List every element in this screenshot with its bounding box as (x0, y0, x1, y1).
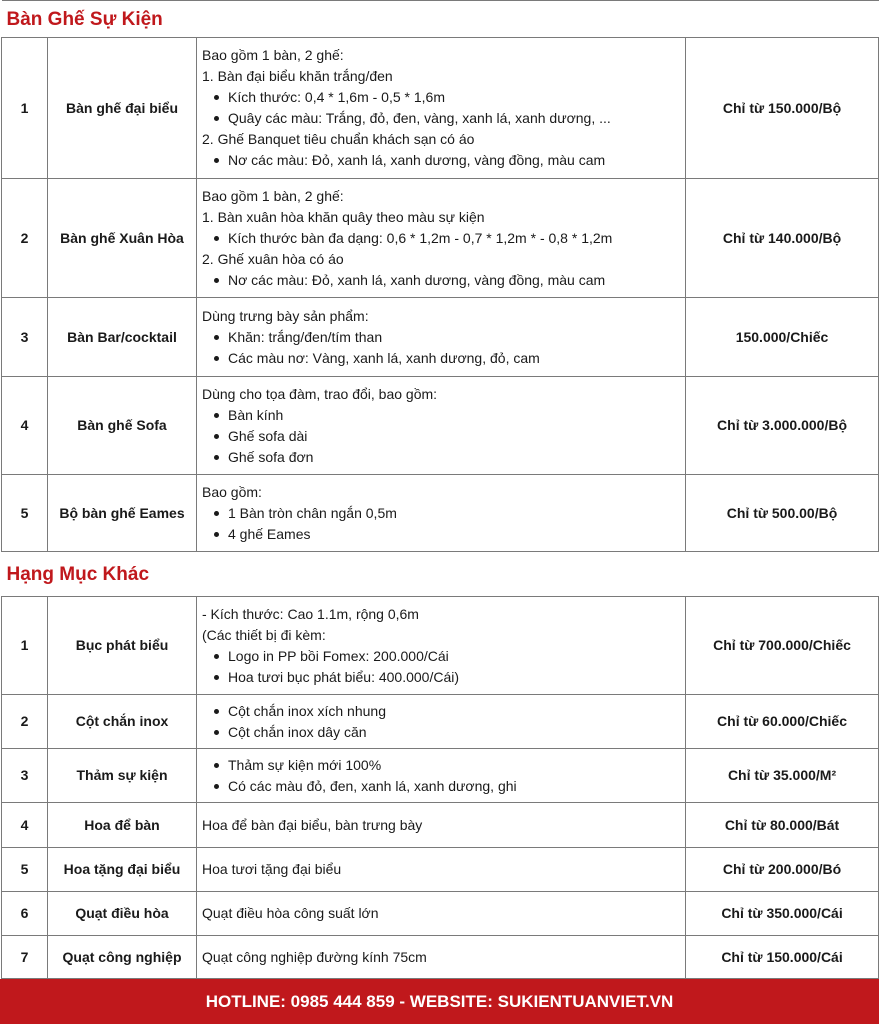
item-description (197, 597, 686, 695)
item-name: Hoa tặng đại biểu (48, 848, 197, 892)
item-price: Chỉ từ 150.000/Cái (686, 936, 879, 979)
bullet-item: Các màu nơ: Vàng, xanh lá, xanh dương, đỏ, cam (228, 348, 681, 369)
item-price: Chỉ từ 60.000/Chiếc (686, 695, 879, 749)
item-price: Chỉ từ 140.000/Bộ (686, 179, 879, 298)
table-row (2, 38, 879, 179)
table-row (2, 298, 879, 377)
desc-line: 2. Ghế xuân hòa có áo (202, 250, 344, 267)
desc-line: (Các thiết bị đi kèm: (202, 626, 326, 643)
section-title-hang-muc-khac: Hạng Mục Khác (2, 552, 879, 597)
row-number: 7 (2, 936, 48, 979)
row-number: 4 (2, 377, 48, 475)
desc-line: - Kích thước: Cao 1.1m, rộng 0,6m (202, 605, 419, 622)
bullet-item: 4 ghế Eames (228, 524, 681, 545)
bullet-item: Cột chắn inox xích nhung (228, 701, 681, 722)
bullet-item: Nơ các màu: Đỏ, xanh lá, xanh dương, vàng đồng, màu cam (228, 150, 681, 171)
item-description (197, 749, 686, 803)
price-table (1, 0, 879, 979)
row-number: 6 (2, 892, 48, 936)
table-row (2, 892, 879, 936)
bullet-item: Hoa tươi bục phát biểu: 400.000/Cái) (228, 667, 681, 688)
item-description (197, 298, 686, 377)
item-name: Hoa để bàn (48, 803, 197, 848)
desc-line: 1. Bàn đại biểu khăn trắng/đen (202, 68, 393, 84)
desc-intro: Dùng trưng bày sản phẩm: (202, 307, 369, 324)
item-name: Bàn Bar/cocktail (48, 298, 197, 377)
item-description: Hoa để bàn đại biểu, bàn trưng bày (197, 803, 686, 848)
item-price: Chỉ từ 150.000/Bộ (686, 38, 879, 179)
row-number: 2 (2, 695, 48, 749)
table-row (2, 597, 879, 695)
item-description (197, 695, 686, 749)
desc-line: 2. Ghế Banquet tiêu chuẩn khách sạn có áo (202, 131, 475, 147)
bullet-item: Logo in PP bồi Fomex: 200.000/Cái (228, 646, 681, 667)
desc-intro: Bao gồm: (202, 483, 262, 500)
item-name: Bàn ghế Xuân Hòa (48, 179, 197, 298)
item-name: Bộ bàn ghế Eames (48, 475, 197, 552)
desc-intro: Bao gồm 1 bàn, 2 ghế: (202, 187, 344, 204)
item-description: Quạt điều hòa công suất lớn (197, 892, 686, 936)
hotline-footer: HOTLINE: 0985 444 859 - WEBSITE: SUKIENTUANVIET.VN (0, 979, 879, 1024)
item-name: Cột chắn inox (48, 695, 197, 749)
item-price: Chỉ từ 35.000/M² (686, 749, 879, 803)
table-row (2, 749, 879, 803)
bullet-item: Có các màu đỏ, đen, xanh lá, xanh dương, ghi (228, 776, 681, 797)
item-name: Quạt điều hòa (48, 892, 197, 936)
row-number: 1 (2, 597, 48, 695)
table-row (2, 848, 879, 892)
desc-intro: Bao gồm 1 bàn, 2 ghế: (202, 47, 344, 63)
bullet-item: Bàn kính (228, 405, 681, 426)
bullet-item: Thảm sự kiện mới 100% (228, 755, 681, 776)
item-price: Chỉ từ 3.000.000/Bộ (686, 377, 879, 475)
bullet-item: Cột chắn inox dây căn (228, 722, 681, 743)
item-price: Chỉ từ 500.00/Bộ (686, 475, 879, 552)
item-description (197, 377, 686, 475)
table-row (2, 179, 879, 298)
item-description: Hoa tươi tặng đại biểu (197, 848, 686, 892)
item-name: Bàn ghế đại biểu (48, 38, 197, 179)
item-name: Bục phát biểu (48, 597, 197, 695)
item-description (197, 38, 686, 179)
bullet-item: Khăn: trắng/đen/tím than (228, 327, 681, 348)
row-number: 5 (2, 848, 48, 892)
item-name: Bàn ghế Sofa (48, 377, 197, 475)
item-name: Quạt công nghiệp (48, 936, 197, 979)
desc-intro: Dùng cho tọa đàm, trao đổi, bao gồm: (202, 385, 438, 402)
item-price: Chỉ từ 200.000/Bó (686, 848, 879, 892)
item-description (197, 475, 686, 552)
bullet-item: Ghế sofa đơn (228, 447, 681, 468)
row-number: 3 (2, 749, 48, 803)
row-number: 1 (2, 38, 48, 179)
item-description (197, 179, 686, 298)
row-number: 2 (2, 179, 48, 298)
bullet-item: Quây các màu: Trắng, đỏ, đen, vàng, xanh lá, xanh dương, ... (228, 108, 681, 129)
bullet-item: Ghế sofa dài (228, 426, 681, 447)
item-price: 150.000/Chiếc (686, 298, 879, 377)
row-number: 4 (2, 803, 48, 848)
bullet-item: 1 Bàn tròn chân ngắn 0,5m (228, 503, 681, 524)
item-price: Chỉ từ 700.000/Chiếc (686, 597, 879, 695)
bullet-item: Kích thước bàn đa dạng: 0,6 * 1,2m - 0,7 * 1,2m * - 0,8 * 1,2m (228, 228, 681, 249)
bullet-item: Nơ các màu: Đỏ, xanh lá, xanh dương, vàng đồng, màu cam (228, 270, 681, 291)
item-description: Quạt công nghiệp đường kính 75cm (197, 936, 686, 979)
row-number: 5 (2, 475, 48, 552)
desc-line: 1. Bàn xuân hòa khăn quây theo màu sự kiện (202, 208, 485, 225)
row-number: 3 (2, 298, 48, 377)
table-row (2, 803, 879, 848)
item-price: Chỉ từ 350.000/Cái (686, 892, 879, 936)
section-title-ban-ghe: Bàn Ghế Sự Kiện (2, 1, 879, 38)
table-row (2, 377, 879, 475)
item-price: Chỉ từ 80.000/Bát (686, 803, 879, 848)
table-row (2, 695, 879, 749)
table-row (2, 936, 879, 979)
table-row (2, 475, 879, 552)
bullet-item: Kích thước: 0,4 * 1,6m - 0,5 * 1,6m (228, 87, 681, 108)
item-name: Thảm sự kiện (48, 749, 197, 803)
